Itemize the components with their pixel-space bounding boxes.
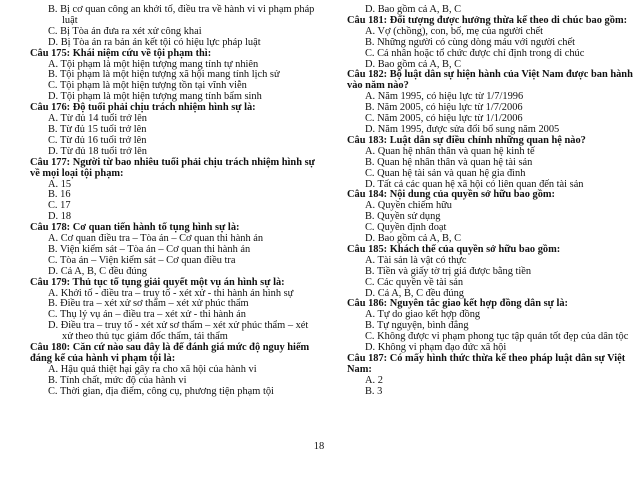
answer-option: A. Tự do giao kết hợp đồng [365, 309, 481, 321]
answer-option: A. Cơ quan điều tra – Tòa án – Cơ quan thi hành án [48, 233, 264, 245]
answer-option: C. Không được vi phạm phong tục tập quán tốt đẹp của dân tộc [365, 331, 629, 343]
answer-option: D. 18 [48, 211, 72, 223]
answer-option: B. 16 [48, 189, 71, 201]
question-line: Câu 185: Khách thể của quyền sở hữu bao gồm: [347, 243, 561, 255]
question-line: Câu 178: Cơ quan tiến hành tố tụng hình sự là: [30, 222, 240, 234]
answer-option: C. Bị Tòa án đưa ra xét xử công khai [48, 25, 202, 37]
answer-option: C. Thụ lý vụ án – điều tra – xét xử - thi hành án [48, 309, 246, 321]
question-line: Câu 186: Nguyên tắc giao kết hợp đồng dân sự là: [347, 298, 568, 310]
answer-option: B. Từ đủ 15 tuổi trở lên [48, 123, 147, 135]
answer-option: B. Tội phạm là một hiện tượng xã hội mang tính lịch sử [48, 69, 280, 81]
question-line: Câu 180: Căn cứ nào sau đây là để đánh giá mức độ nguy hiểm [30, 342, 310, 354]
answer-option: A. Từ đủ 14 tuổi trở lên [48, 113, 147, 125]
answer-option: A. Hậu quả thiệt hại gây ra cho xã hội của hành vi [48, 363, 257, 375]
continuation-line: xử theo thủ tục giám đốc thẩm, tái thẩm [62, 331, 228, 343]
answer-option: B. Tính chất, mức độ của hành vi [48, 374, 187, 386]
question-line: vào năm nào? [347, 80, 409, 92]
answer-option: C. Năm 2005, có hiệu lực từ 1/1/2006 [365, 113, 523, 125]
answer-option: A. Năm 1995, có hiệu lực từ 1/7/1996 [365, 91, 524, 103]
answer-option: B. Tự nguyện, bình đẳng [365, 320, 469, 332]
answer-option: B. Bị cơ quan công an khởi tố, điều tra về hành vi vi phạm pháp [48, 4, 315, 15]
answer-option: D. Bao gồm cả A, B, C [365, 4, 462, 15]
answer-option: A. Tội phạm là một hiện tượng mang tính tự nhiên [48, 58, 259, 70]
answer-option: D. Năm 1995, được sửa đổi bổ sung năm 2005 [365, 123, 560, 135]
answer-option: A. 15 [48, 178, 72, 190]
answer-option: C. Quan hệ tài sản và quan hệ gia đình [365, 167, 526, 179]
answer-option: D. Điều tra – truy tố - xét xử sơ thẩm – xét xử phúc thẩm – xét [48, 320, 309, 332]
left-column [30, 4, 315, 398]
answer-option: A. Quyền chiếm hữu [365, 200, 453, 212]
answer-option: B. Quyền sử dụng [365, 211, 441, 223]
question-line: Câu 176: Độ tuổi phải chịu trách nhiệm hình sự là: [30, 102, 256, 114]
answer-option: C. Tội phạm là một hiện tượng tồn tại vĩnh viễn [48, 80, 247, 92]
question-line: Nam: [347, 363, 372, 375]
answer-option: B. Điều tra – xét xử sơ thẩm – xét xử phúc thẩm [48, 298, 249, 310]
question-line: Câu 187: Có mấy hình thức thừa kế theo pháp luật dân sự Việt [347, 353, 626, 364]
answer-option: C. Từ đủ 16 tuổi trở lên [48, 134, 147, 146]
answer-option: B. Tiền và giấy tờ trị giá được bằng tiền [365, 265, 532, 277]
answer-option: D. Không vi phạm đạo đức xã hội [365, 342, 507, 354]
question-line: Câu 175: Khái niệm cứu về tội phạm thì: [30, 47, 212, 59]
right-column [347, 4, 633, 398]
answer-option: B. Năm 2005, có hiệu lực từ 1/7/2006 [365, 102, 523, 114]
answer-option: C. Các quyền về tài sản [365, 276, 464, 288]
answer-option: D. Cả A, B, C đều đúng [365, 287, 464, 299]
question-line: đáng kể của hành vi phạm tội là: [30, 353, 176, 364]
answer-option: C. Tòa án – Viện kiểm sát – Cơ quan điều tra [48, 254, 236, 266]
question-line: Câu 182: Bộ luật dân sự hiện hành của Việt Nam được ban hành [347, 69, 633, 81]
answer-option: C. Quyền định đoạt [365, 222, 447, 234]
question-line: Câu 183: Luật dân sự điều chỉnh những quan hệ nào? [347, 134, 586, 146]
answer-option: A. Tài sản là vật có thực [365, 254, 467, 266]
answer-option: D. Bao gồm cả A, B, C [365, 233, 462, 245]
answer-option: A. Khởi tố - điều tra – truy tố - xét xử - thi hành án hình sự [48, 287, 294, 299]
page-number: 18 [313, 441, 325, 452]
question-line: Câu 184: Nội dung của quyền sở hữu bao gồm: [347, 189, 556, 201]
answer-option: C. Cá nhân hoặc tổ chức được chỉ định trong di chúc [365, 47, 585, 59]
answer-option: C. Thời gian, địa điểm, công cụ, phương tiện phạm tội [48, 385, 274, 397]
question-line: Câu 179: Thủ tục tố tụng giải quyết một vụ án hình sự là: [30, 276, 285, 288]
answer-option: B. Những người có cùng dòng máu với người chết [365, 36, 575, 48]
continuation-line: luật [62, 14, 78, 26]
answer-option: C. 17 [48, 200, 71, 212]
answer-option: A. Vợ (chồng), con, bố, mẹ của người chết [365, 25, 544, 37]
question-line: Câu 181: Đối tượng được hưởng thừa kế theo di chúc bao gồm: [347, 14, 628, 26]
question-line: về mọi loại tội phạm: [30, 167, 124, 179]
answer-option: A. Quan hệ nhân thân và quan hệ kinh tế [365, 145, 535, 157]
answer-option: D. Tất cả các quan hệ xã hội có liên quan đến tài sản [365, 178, 584, 190]
answer-option: A. 2 [365, 374, 383, 386]
question-line: Câu 177: Người từ bao nhiêu tuổi phải chịu trách nhiệm hình sự [30, 156, 315, 168]
answer-option: B. Viện kiểm sát – Tòa án – Cơ quan thi hành án [48, 243, 251, 255]
answer-option: D. Tội phạm là một hiện tượng mang tính bẩm sinh [48, 91, 262, 103]
answer-option: D. Bao gồm cả A, B, C [365, 58, 462, 70]
answer-option: D. Cả A, B, C đều đúng [48, 265, 147, 277]
answer-option: D. Bị Tòa án ra bản án kết tội có hiệu lực pháp luật [48, 36, 261, 48]
answer-option: B. Quan hệ nhân thân và quan hệ tài sản [365, 156, 533, 168]
answer-option: B. 3 [365, 385, 383, 397]
answer-option: D. Từ đủ 18 tuổi trở lên [48, 145, 147, 157]
